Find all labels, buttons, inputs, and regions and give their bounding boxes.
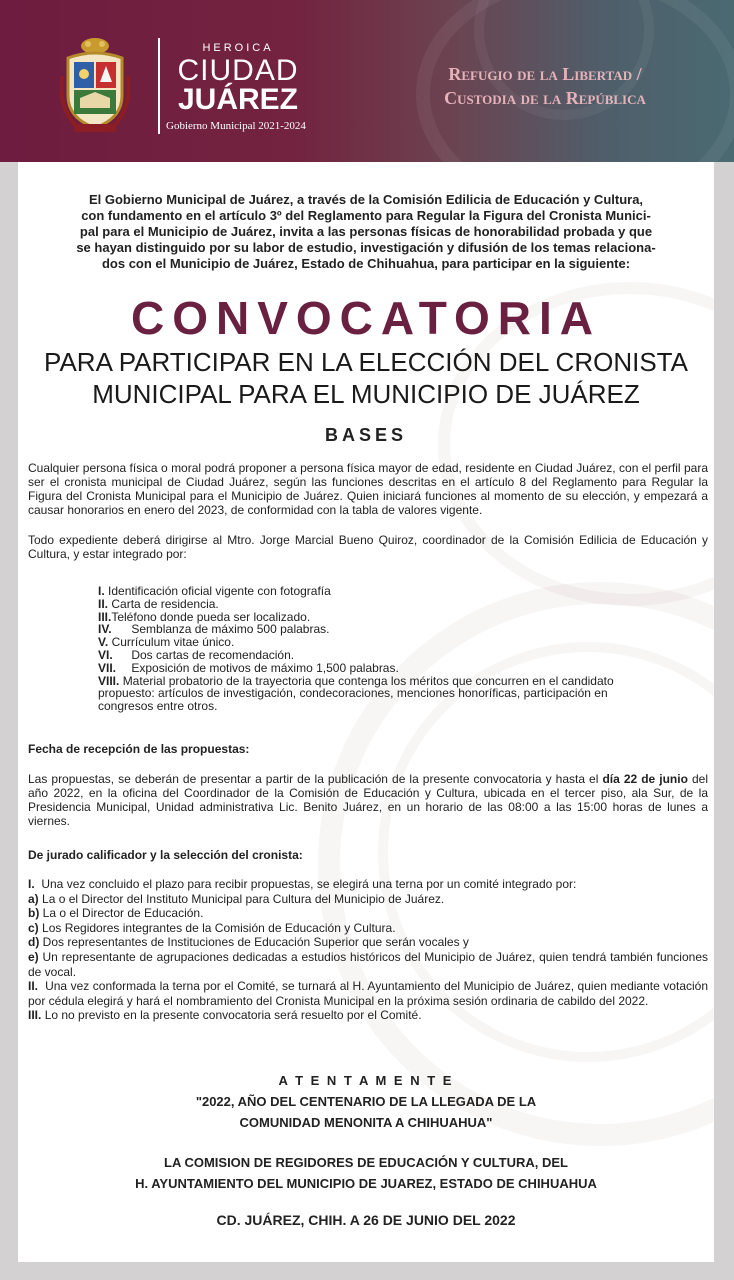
logo-heroica-text: HEROICA [202,42,274,54]
list-item [28,935,708,950]
closing-quote [18,1091,714,1133]
item-number: II. [98,596,109,611]
intro-line: pal para el Municipio de Juárez, invita a las personas físicas de honorabilidad probada y que [79,224,653,239]
list-item [28,950,708,979]
intro-paragraph [38,192,694,272]
item-number: VII. [98,660,117,675]
document-title: CONVOCATORIA [131,292,601,344]
motto-line-1: Refugio de la Libertad / [448,64,642,84]
reception-heading: Fecha de recepción de las propuestas: [28,742,250,756]
logo-gobierno-text: Gobierno Municipal 2021-2024 [166,120,306,132]
logo-divider [158,38,160,134]
city-crest-icon [60,36,130,136]
item-text: La o el Director del Instituto Municipal para Cultura del Municipio de Juárez. [42,891,445,906]
header-banner [0,0,734,162]
item-text: Identificación oficial vigente con fotografía [108,584,331,598]
quote-line: "2022, AÑO DEL CENTENARIO DE LA LLEGADA DE LA [195,1094,537,1109]
intro-line: dos con el Municipio de Juárez, Estado de Chihuahua, para participar en la siguiente: [101,256,631,271]
quote-line: COMUNIDAD MENONITA A CHIHUAHUA" [239,1115,493,1130]
item-text: Teléfono donde pueda ser localizado. [111,609,311,624]
item-number: a) [28,891,39,906]
item-text: Dos cartas de recomendación. [131,647,295,662]
item-number: c) [28,920,39,935]
item-text: Currículum vitae único. [111,635,235,650]
item-text: Carta de residencia. [111,596,219,611]
list-item [28,877,708,892]
intro-line: El Gobierno Municipal de Juárez, a través de la Comisión Edilicia de Educación y Cultura, [88,192,644,207]
logo-juarez-text: JUÁREZ [177,83,298,116]
item-text: Un representante de agrupaciones dedicadas a estudios históricos del Municipio de Juárez, quien tendrá también funciones de vocal. [28,949,708,979]
item-text: Dos representantes de Instituciones de Educación Superior que serán vocales y [42,935,469,950]
item-text: Exposición de motivos de máximo 1,500 palabras. [131,660,399,675]
item-number: III. [98,609,112,624]
list-item [28,1008,708,1023]
header-motto [400,62,690,110]
item-text: Una vez concluido el plazo para recibir propuestas, se elegirá una terna por un comité integrado por: [41,877,577,891]
item-number: VI. [98,647,113,662]
item-text: Semblanza de máximo 500 palabras. [131,622,330,637]
bases-paragraph-2: Todo expediente deberá dirigirse al Mtro. Jorge Marcial Bueno Quiroz, coordinador de la Comisión Edilicia de Educación y Cultura, y estar integrado por: [28,533,708,561]
list-item [28,892,708,907]
item-number: III. [28,1008,42,1023]
place-date: CD. JUÁREZ, CHIH. A 26 DE JUNIO DEL 2022 [216,1212,516,1228]
document-subtitle [38,346,694,410]
intro-line: con fundamento en el artículo 3º del Reglamento para Regular la Figura del Cronista Munici- [81,208,651,223]
jury-list [28,877,708,1023]
item-text: Lo no previsto en la presente convocatoria será resuelto por el Comité. [44,1008,422,1023]
item-text: Material probatorio de la trayectoria que contenga los méritos que concurren en el candidato propuesto: artículos de investigación, condecoraciones, menciones honoríficas, participación en congresos entre otros. [98,673,614,714]
item-number: VIII. [98,673,120,688]
item-number: II. [28,979,39,994]
item-text: Una vez conformada la terna por el Comité, se turnará al H. Ayuntamiento del Municipio de Juárez, quien mediante votación por cédula elegirá y hará el nombramiento del Cronista Municipal en la próxima sesión ordinaria de cabildo del 2022. [28,979,709,1008]
bases-heading: BASES [324,425,407,445]
list-item [28,906,708,921]
list-item [28,921,708,936]
closing-commission [18,1152,714,1194]
reception-text: del año 2022, en la oficina del Coordinador de la Comisión de Educación y Cultura, ubicada en el tercer piso, ala Sur, de la Presidencia Municipal, Unidad administrativa Lic. Benito Juárez, en un horario de las 08:00 a las 15:00 horas de lunes a viernes. [28,772,708,828]
jury-heading: De jurado calificador y la selección del cronista: [28,848,303,862]
requirements-list [98,585,658,713]
subtitle-line: MUNICIPAL PARA EL MUNICIPIO DE JUÁREZ [92,379,640,409]
item-number: IV. [98,622,112,637]
item-number: d) [28,935,40,950]
list-item [28,979,708,1008]
subtitle-line: PARA PARTICIPAR EN LA ELECCIÓN DEL CRONISTA [44,347,688,377]
list-item [98,675,658,713]
motto-line-2: Custodia de la República [444,88,646,108]
reception-paragraph [28,772,708,828]
logo-ciudad-text: CIUDAD [177,54,299,87]
reception-text: Las propuestas, se deberán de presentar a partir de la publicación de la presente convocatoria y hasta el [28,772,599,786]
commission-line: H. AYUNTAMIENTO DEL MUNICIPIO DE JUAREZ, ESTADO DE CHIHUAHUA [135,1176,597,1191]
reception-date: día 22 de junio [602,772,688,786]
atentamente: A T E N T A M E N T E [278,1073,454,1088]
item-number: I. [28,877,35,891]
item-number: b) [28,906,40,921]
document-page [18,162,714,1262]
item-number: V. [98,635,109,650]
item-number: e) [28,949,39,964]
commission-line: LA COMISION DE REGIDORES DE EDUCACIÓN Y CULTURA, DEL [164,1155,568,1170]
item-text: La o el Director de Educación. [42,906,204,921]
item-number: I. [98,584,105,598]
item-text: Los Regidores integrantes de la Comisión de Educación y Cultura. [42,920,396,935]
bases-paragraph-1: Cualquier persona física o moral podrá proponer a persona física mayor de edad, residente en Ciudad Juárez, con el perfil para ser el cronista municipal de Ciudad Juárez, según las funciones descritas en el artículo 8 del Reglamento para Regular la Figura del Cronista Municipal para el Municipio de Juárez. Quien iniciará funciones al momento de su elección, y empezará a causar honorarios en enero del 2023, de conformidad con la tabla de valores vigente. [28,461,708,517]
intro-line: se hayan distinguido por su labor de estudio, investigación y difusión de los temas relaciona- [76,240,656,255]
